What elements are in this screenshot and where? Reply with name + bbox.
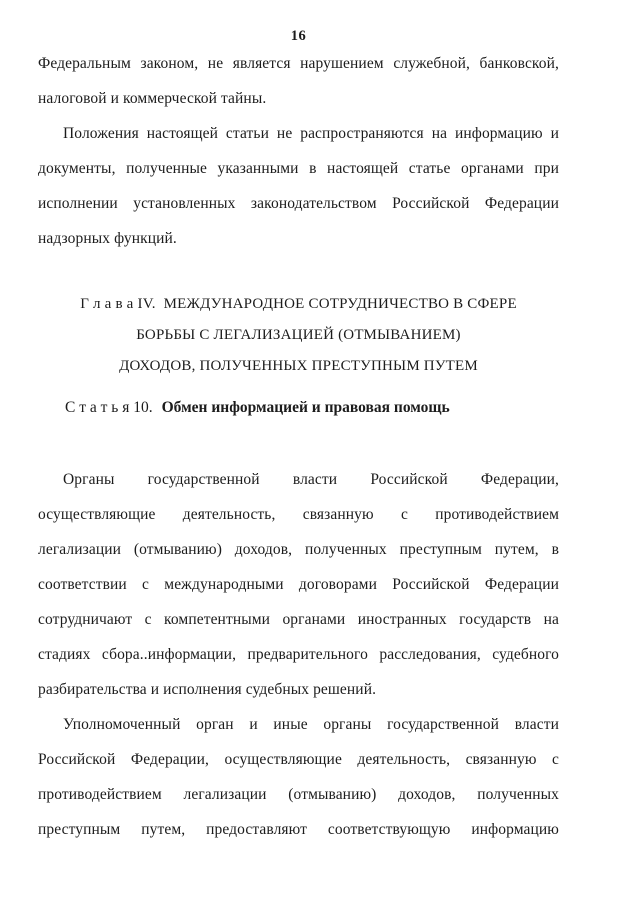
- text-line: Федеральным законом, не является нарушением служебной, банковской,: [38, 55, 559, 72]
- text-line: Российской Федерации, осуществляющие деятельность, связанную с: [38, 751, 559, 768]
- text-line: надзорных функций.: [38, 230, 177, 247]
- text-line: документы, полученные указанными в настоящей статье органами при: [38, 160, 559, 177]
- text-line: налоговой и коммерческой тайны.: [38, 90, 267, 107]
- paragraph-state-bodies-cooperation: [38, 462, 559, 707]
- text-line: сотрудничают с компетентными органами иностранных государств на: [38, 611, 559, 628]
- article-number-label: С т а т ь я 10.: [65, 399, 153, 416]
- text-line: преступным путем, предоставляют соответствующую информацию: [38, 821, 559, 838]
- chapter-heading: [38, 289, 559, 382]
- text-line: Уполномоченный орган и иные органы государственной власти: [63, 716, 559, 733]
- text-line: соответствии с международными договорами Российской Федерации: [38, 576, 559, 593]
- text-line: Положения настоящей статьи не распространяются на информацию и: [63, 125, 559, 142]
- text-line: стадиях сбора..информации, предварительного расследования, судебного: [38, 646, 559, 663]
- article-heading: [38, 390, 559, 425]
- text-line: исполнении установленных законодательством Российской Федерации: [38, 195, 559, 212]
- paragraph-provisions-scope: [38, 116, 559, 256]
- text-line: легализации (отмыванию) доходов, полученных преступным путем, в: [38, 541, 559, 558]
- chapter-heading-line: Г л а в а IV. МЕЖДУНАРОДНОЕ СОТРУДНИЧЕСТВО В СФЕРЕ: [80, 296, 517, 312]
- text-line: осуществляющие деятельность, связанную с противодействием: [38, 506, 559, 523]
- chapter-heading-line: БОРЬБЫ С ЛЕГАЛИЗАЦИЕЙ (ОТМЫВАНИЕМ): [136, 327, 461, 343]
- text-line: противодействием легализации (отмыванию) доходов, полученных: [38, 786, 559, 803]
- paragraph-tax-secrecy: [38, 46, 559, 116]
- chapter-heading-line: ДОХОДОВ, ПОЛУЧЕННЫХ ПРЕСТУПНЫМ ПУТЕМ: [119, 358, 478, 374]
- paragraph-authorized-body-information: [38, 707, 559, 847]
- text-column: [38, 26, 559, 847]
- page-number: 16: [290, 28, 307, 44]
- article-title: Обмен информацией и правовая помощь: [161, 399, 450, 416]
- text-line: разбирательства и исполнения судебных решений.: [38, 681, 377, 698]
- text-line: Органы государственной власти Российской Федерации,: [63, 471, 559, 488]
